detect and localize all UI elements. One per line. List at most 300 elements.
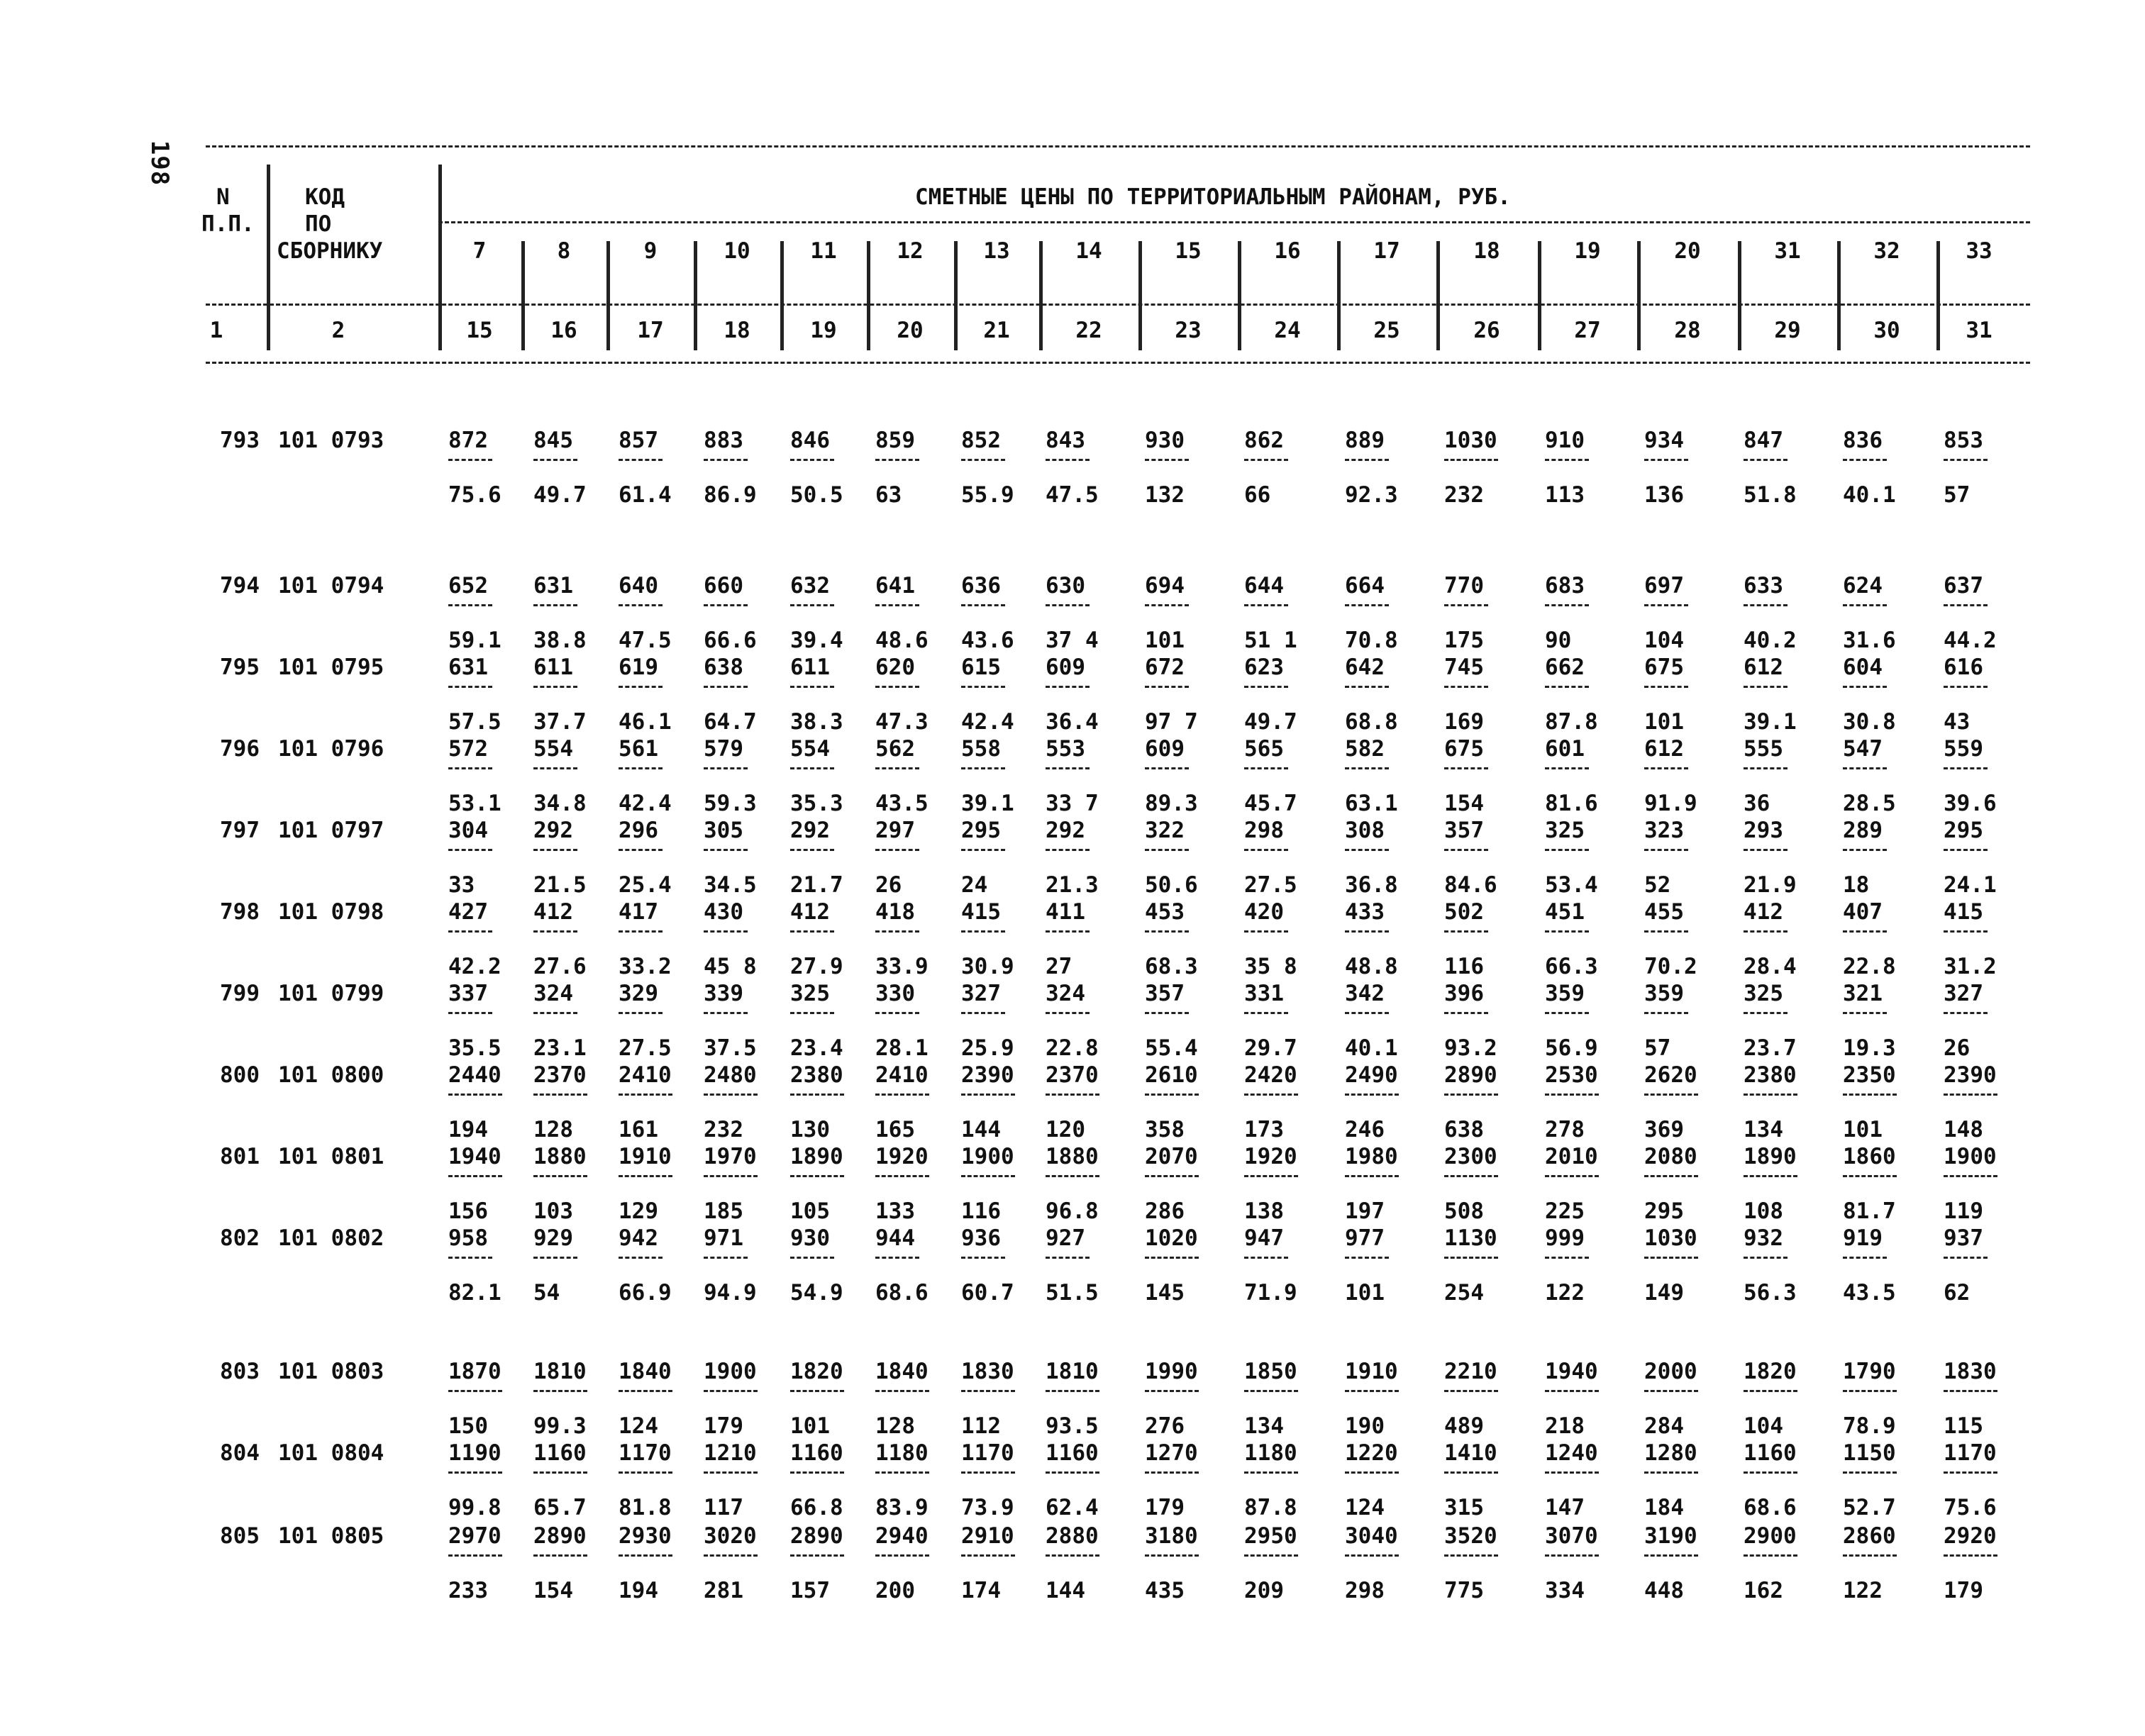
price-bottom: 145 <box>1145 1280 1185 1306</box>
header-region-number: 17 <box>1373 238 1400 264</box>
price-bottom: 638 <box>1444 1117 1484 1142</box>
fraction-dash <box>704 1094 758 1096</box>
price-top: 636 <box>961 573 1001 599</box>
fraction-dash <box>1843 1257 1887 1259</box>
fraction-dash <box>1046 930 1090 933</box>
fraction-dash <box>961 1094 1015 1096</box>
price-bottom: 156 <box>448 1198 488 1224</box>
price-bottom: 66 <box>1244 482 1271 508</box>
fraction-dash <box>1744 1390 1797 1392</box>
header-title: СМЕТНЫЕ ЦЕНЫ ПО ТЕРРИТОРИАЛЬНЫМ РАЙОНАМ, РУБ. <box>915 184 1511 210</box>
price-bottom: 18 <box>1843 872 1870 898</box>
fraction-dash <box>448 686 492 688</box>
price-bottom: 232 <box>1444 482 1484 508</box>
price-top: 1850 <box>1244 1359 1297 1384</box>
price-top: 1810 <box>533 1359 587 1384</box>
fraction-dash <box>448 1012 492 1014</box>
header-bar-region <box>694 241 697 350</box>
price-top: 623 <box>1244 655 1284 680</box>
fraction-dash <box>448 1094 502 1096</box>
fraction-dash <box>1145 1012 1189 1014</box>
header-bar-region <box>521 241 525 350</box>
price-top: 342 <box>1345 981 1385 1006</box>
fraction-dash <box>1545 767 1589 769</box>
price-top: 562 <box>875 736 915 762</box>
fraction-dash <box>961 767 1005 769</box>
fraction-dash <box>619 1471 672 1474</box>
price-top: 683 <box>1545 573 1585 599</box>
price-bottom: 62.4 <box>1046 1495 1099 1520</box>
price-top: 930 <box>1145 428 1185 453</box>
header-colnum: 31 <box>1966 318 1992 343</box>
fraction-dash <box>875 1257 919 1259</box>
price-top: 633 <box>1744 573 1783 599</box>
price-top: 930 <box>790 1225 830 1251</box>
price-bottom: 94.9 <box>704 1280 757 1306</box>
fraction-dash <box>1545 1094 1599 1096</box>
price-bottom: 99.8 <box>448 1495 501 1520</box>
fraction-dash <box>619 1390 672 1392</box>
row-code: 101 0804 <box>278 1440 384 1466</box>
price-bottom: 179 <box>1145 1495 1185 1520</box>
price-bottom: 99.3 <box>533 1413 587 1439</box>
price-top: 1180 <box>1244 1440 1297 1466</box>
fraction-dash <box>961 849 1005 851</box>
fraction-dash <box>1046 604 1090 606</box>
price-bottom: 43.5 <box>1843 1280 1896 1306</box>
price-bottom: 233 <box>448 1578 488 1603</box>
price-bottom: 128 <box>533 1117 573 1142</box>
price-bottom: 70.2 <box>1644 954 1697 979</box>
price-top: 295 <box>1944 818 1983 843</box>
fraction-dash <box>1843 1554 1897 1557</box>
price-bottom: 89.3 <box>1145 791 1198 816</box>
price-bottom: 27.6 <box>533 954 587 979</box>
fraction-dash <box>875 930 919 933</box>
fraction-dash <box>1944 849 1988 851</box>
fraction-dash <box>533 1094 587 1096</box>
price-top: 2610 <box>1145 1062 1198 1088</box>
price-bottom: 101 <box>1644 709 1684 735</box>
price-top: 1820 <box>790 1359 843 1384</box>
price-top: 632 <box>790 573 830 599</box>
price-top: 2070 <box>1145 1144 1198 1169</box>
price-top: 1160 <box>1046 1440 1099 1466</box>
price-bottom: 194 <box>619 1578 658 1603</box>
price-top: 619 <box>619 655 658 680</box>
fraction-dash <box>448 1554 502 1557</box>
price-top: 308 <box>1345 818 1385 843</box>
row-number: 794 <box>220 573 260 599</box>
header-region-number: 9 <box>643 238 658 264</box>
price-bottom: 144 <box>1046 1578 1085 1603</box>
fraction-dash <box>1644 604 1688 606</box>
price-bottom: 30.9 <box>961 954 1014 979</box>
price-top: 3180 <box>1145 1523 1198 1549</box>
fraction-dash <box>1744 767 1788 769</box>
fraction-dash <box>1444 930 1488 933</box>
fraction-dash <box>875 1094 929 1096</box>
fraction-dash <box>704 1554 758 1557</box>
fraction-dash <box>448 930 492 933</box>
price-top: 359 <box>1644 981 1684 1006</box>
fraction-dash <box>533 930 577 933</box>
price-bottom: 34.5 <box>704 872 757 898</box>
price-bottom: 38.8 <box>533 628 587 653</box>
price-top: 883 <box>704 428 743 453</box>
price-bottom: 21.3 <box>1046 872 1099 898</box>
fraction-dash <box>790 1257 834 1259</box>
price-top: 321 <box>1843 981 1883 1006</box>
price-bottom: 23.4 <box>790 1035 843 1061</box>
fraction-dash <box>533 459 577 461</box>
price-bottom: 57 <box>1644 1035 1671 1061</box>
fraction-dash <box>1744 1554 1797 1557</box>
price-top: 1410 <box>1444 1440 1497 1466</box>
price-bottom: 508 <box>1444 1198 1484 1224</box>
header-region-number: 11 <box>810 238 837 264</box>
price-bottom: 35.3 <box>790 791 843 816</box>
price-top: 322 <box>1145 818 1185 843</box>
price-top: 3070 <box>1545 1523 1598 1549</box>
header-bar-kod <box>438 165 442 350</box>
price-bottom: 68.3 <box>1145 954 1198 979</box>
price-bottom: 73.9 <box>961 1495 1014 1520</box>
price-top: 407 <box>1843 899 1883 925</box>
fraction-dash <box>790 1175 844 1177</box>
fraction-dash <box>1843 930 1887 933</box>
row-code: 101 0796 <box>278 736 384 762</box>
price-top: 418 <box>875 899 915 925</box>
row-code: 101 0797 <box>278 818 384 843</box>
fraction-dash <box>704 1471 758 1474</box>
price-bottom: 120 <box>1046 1117 1085 1142</box>
fraction-dash <box>1444 686 1488 688</box>
price-bottom: 68.6 <box>1744 1495 1797 1520</box>
header-bar-region <box>1238 241 1241 350</box>
price-top: 857 <box>619 428 658 453</box>
fraction-dash <box>1744 930 1788 933</box>
price-top: 559 <box>1944 736 1983 762</box>
price-bottom: 154 <box>1444 791 1484 816</box>
fraction-dash <box>875 686 919 688</box>
price-bottom: 218 <box>1545 1413 1585 1439</box>
fraction-dash <box>1244 1390 1298 1392</box>
row-code: 101 0800 <box>278 1062 384 1088</box>
fraction-dash <box>1843 1175 1897 1177</box>
price-top: 615 <box>961 655 1001 680</box>
fraction-dash <box>1744 1175 1797 1177</box>
price-bottom: 86.9 <box>704 482 757 508</box>
fraction-dash <box>619 1175 672 1177</box>
price-bottom: 276 <box>1145 1413 1185 1439</box>
fraction-dash <box>1843 849 1887 851</box>
price-bottom: 48.6 <box>875 628 929 653</box>
fraction-dash <box>1944 459 1988 461</box>
price-bottom: 31.2 <box>1944 954 1997 979</box>
fraction-dash <box>704 459 748 461</box>
row-number: 800 <box>220 1062 260 1088</box>
price-bottom: 21.7 <box>790 872 843 898</box>
price-top: 1170 <box>619 1440 672 1466</box>
price-top: 555 <box>1744 736 1783 762</box>
price-bottom: 147 <box>1545 1495 1585 1520</box>
fraction-dash <box>1944 1471 1997 1474</box>
price-top: 1790 <box>1843 1359 1896 1384</box>
fraction-dash <box>619 686 663 688</box>
price-top: 2380 <box>790 1062 843 1088</box>
price-bottom: 21.5 <box>533 872 587 898</box>
price-bottom: 315 <box>1444 1495 1484 1520</box>
price-top: 2940 <box>875 1523 929 1549</box>
fraction-dash <box>1944 1012 1988 1014</box>
price-top: 936 <box>961 1225 1001 1251</box>
price-bottom: 30.8 <box>1843 709 1896 735</box>
fraction-dash <box>1644 1471 1698 1474</box>
price-bottom: 24.1 <box>1944 872 1997 898</box>
price-bottom: 29.7 <box>1244 1035 1297 1061</box>
price-top: 330 <box>875 981 915 1006</box>
price-bottom: 26 <box>1944 1035 1971 1061</box>
price-bottom: 87.8 <box>1545 709 1598 735</box>
fraction-dash <box>1244 930 1288 933</box>
header-colnum: 28 <box>1674 318 1701 343</box>
page-number: 198 <box>145 140 174 187</box>
fraction-dash <box>1545 604 1589 606</box>
price-top: 675 <box>1444 736 1484 762</box>
row-number: 798 <box>220 899 260 925</box>
price-bottom: 209 <box>1244 1578 1284 1603</box>
fraction-dash <box>1545 686 1589 688</box>
price-bottom: 66.6 <box>704 628 757 653</box>
fraction-dash <box>790 459 834 461</box>
price-top: 357 <box>1145 981 1185 1006</box>
fraction-dash <box>1843 686 1887 688</box>
header-region-number: 19 <box>1574 238 1601 264</box>
price-bottom: 66.3 <box>1545 954 1598 979</box>
price-top: 2910 <box>961 1523 1014 1549</box>
price-bottom: 116 <box>1444 954 1484 979</box>
price-top: 1150 <box>1843 1440 1896 1466</box>
price-top: 502 <box>1444 899 1484 925</box>
price-top: 944 <box>875 1225 915 1251</box>
price-bottom: 64.7 <box>704 709 757 735</box>
fraction-dash <box>1444 604 1488 606</box>
fraction-dash <box>448 604 492 606</box>
price-top: 451 <box>1545 899 1585 925</box>
price-bottom: 278 <box>1545 1117 1585 1142</box>
price-top: 1910 <box>619 1144 672 1169</box>
price-top: 609 <box>1046 655 1085 680</box>
fraction-dash <box>533 1012 577 1014</box>
fraction-dash <box>1843 1094 1897 1096</box>
price-top: 2010 <box>1545 1144 1598 1169</box>
price-top: 2490 <box>1345 1062 1398 1088</box>
price-bottom: 22.8 <box>1046 1035 1099 1061</box>
price-top: 919 <box>1843 1225 1883 1251</box>
header-bar-region <box>1337 241 1341 350</box>
header-region-number: 20 <box>1674 238 1701 264</box>
price-top: 2880 <box>1046 1523 1099 1549</box>
fraction-dash <box>790 930 834 933</box>
fraction-dash <box>961 1257 1005 1259</box>
price-bottom: 22.8 <box>1843 954 1896 979</box>
price-bottom: 62 <box>1944 1280 1971 1306</box>
fraction-dash <box>1545 930 1589 933</box>
fraction-dash <box>1744 686 1788 688</box>
header-bar-region <box>1436 241 1440 350</box>
price-top: 660 <box>704 573 743 599</box>
price-top: 3520 <box>1444 1523 1497 1549</box>
price-bottom: 136 <box>1644 482 1684 508</box>
price-bottom: 148 <box>1944 1117 1983 1142</box>
fraction-dash <box>1244 1471 1298 1474</box>
fraction-dash <box>1244 1175 1298 1177</box>
header-colnum: 20 <box>897 318 924 343</box>
fraction-dash <box>1244 1257 1288 1259</box>
row-code: 101 0805 <box>278 1523 384 1549</box>
price-top: 2370 <box>533 1062 587 1088</box>
fraction-dash <box>1244 849 1288 851</box>
price-bottom: 82.1 <box>448 1280 501 1306</box>
price-bottom: 66.9 <box>619 1280 672 1306</box>
price-bottom: 19.3 <box>1843 1035 1896 1061</box>
price-top: 292 <box>1046 818 1085 843</box>
price-top: 631 <box>533 573 573 599</box>
fraction-dash <box>790 604 834 606</box>
price-top: 297 <box>875 818 915 843</box>
header-colnum: 17 <box>637 318 664 343</box>
price-bottom: 27.9 <box>790 954 843 979</box>
fraction-dash <box>1345 930 1389 933</box>
price-bottom: 162 <box>1744 1578 1783 1603</box>
fraction-dash <box>875 1471 929 1474</box>
fraction-dash <box>1444 1094 1498 1096</box>
fraction-dash <box>533 686 577 688</box>
header-colnum: 16 <box>550 318 577 343</box>
price-bottom: 38.3 <box>790 709 843 735</box>
fraction-dash <box>1345 1471 1399 1474</box>
row-number: 795 <box>220 655 260 680</box>
fraction-dash <box>1046 1554 1099 1557</box>
price-top: 2210 <box>1444 1359 1497 1384</box>
price-bottom: 46.1 <box>619 709 672 735</box>
price-top: 295 <box>961 818 1001 843</box>
price-top: 1890 <box>790 1144 843 1169</box>
price-bottom: 175 <box>1444 628 1484 653</box>
price-top: 325 <box>790 981 830 1006</box>
header-po-label: ПО <box>305 211 332 237</box>
price-bottom: 59.3 <box>704 791 757 816</box>
fraction-dash <box>619 1257 663 1259</box>
price-top: 1160 <box>790 1440 843 1466</box>
price-bottom: 358 <box>1145 1117 1185 1142</box>
price-bottom: 169 <box>1444 709 1484 735</box>
header-colnum: 19 <box>810 318 837 343</box>
price-top: 1940 <box>448 1144 501 1169</box>
price-top: 999 <box>1545 1225 1585 1251</box>
fraction-dash <box>1843 459 1887 461</box>
price-bottom: 42.4 <box>961 709 1014 735</box>
price-top: 296 <box>619 818 658 843</box>
fraction-dash <box>790 767 834 769</box>
fraction-dash <box>1444 1471 1498 1474</box>
price-top: 412 <box>790 899 830 925</box>
fraction-dash <box>1944 1257 1988 1259</box>
header-region-number: 12 <box>897 238 924 264</box>
price-bottom: 49.7 <box>1244 709 1297 735</box>
price-bottom: 68.6 <box>875 1280 929 1306</box>
header-bar-region <box>1637 241 1641 350</box>
fraction-dash <box>704 1012 748 1014</box>
fraction-dash <box>533 1471 587 1474</box>
fraction-dash <box>1744 1012 1788 1014</box>
price-top: 1170 <box>961 1440 1014 1466</box>
price-bottom: 122 <box>1545 1280 1585 1306</box>
price-bottom: 144 <box>961 1117 1001 1142</box>
fraction-dash <box>704 604 748 606</box>
price-bottom: 184 <box>1644 1495 1684 1520</box>
header-colnum: 26 <box>1473 318 1500 343</box>
fraction-dash <box>1444 849 1488 851</box>
price-bottom: 87.8 <box>1244 1495 1297 1520</box>
price-top: 846 <box>790 428 830 453</box>
fraction-dash <box>1644 1175 1698 1177</box>
price-top: 1030 <box>1644 1225 1697 1251</box>
price-top: 1820 <box>1744 1359 1797 1384</box>
price-top: 1220 <box>1345 1440 1398 1466</box>
price-bottom: 37.7 <box>533 709 587 735</box>
price-bottom: 775 <box>1444 1578 1484 1603</box>
header-region-number: 8 <box>557 238 571 264</box>
price-bottom: 124 <box>619 1413 658 1439</box>
header-bar-region <box>606 241 610 350</box>
price-bottom: 232 <box>704 1117 743 1142</box>
fraction-dash <box>1644 849 1688 851</box>
price-bottom: 47.5 <box>619 628 672 653</box>
price-top: 1160 <box>533 1440 587 1466</box>
header-kod-label: КОД <box>305 184 345 210</box>
header-bar-n <box>267 165 270 350</box>
fraction-dash <box>1944 767 1988 769</box>
price-top: 2530 <box>1545 1062 1598 1088</box>
price-bottom: 51 1 <box>1244 628 1297 653</box>
fraction-dash <box>619 604 663 606</box>
price-bottom: 39.4 <box>790 628 843 653</box>
header-top-rule <box>206 145 2030 148</box>
price-top: 745 <box>1444 655 1484 680</box>
fraction-dash <box>1345 849 1389 851</box>
price-bottom: 47.3 <box>875 709 929 735</box>
price-bottom: 33.9 <box>875 954 929 979</box>
price-top: 327 <box>961 981 1001 1006</box>
price-top: 1030 <box>1444 428 1497 453</box>
header-sborniku-label: СБОРНИКУ <box>277 238 383 264</box>
price-bottom: 27 <box>1046 954 1072 979</box>
fraction-dash <box>1345 767 1389 769</box>
price-top: 415 <box>1944 899 1983 925</box>
price-top: 292 <box>533 818 573 843</box>
price-top: 337 <box>448 981 488 1006</box>
fraction-dash <box>790 1012 834 1014</box>
fraction-dash <box>1545 1471 1599 1474</box>
price-top: 417 <box>619 899 658 925</box>
price-bottom: 81.6 <box>1545 791 1598 816</box>
price-bottom: 42.4 <box>619 791 672 816</box>
fraction-dash <box>1046 849 1090 851</box>
fraction-dash <box>1244 1094 1298 1096</box>
price-top: 3190 <box>1644 1523 1697 1549</box>
